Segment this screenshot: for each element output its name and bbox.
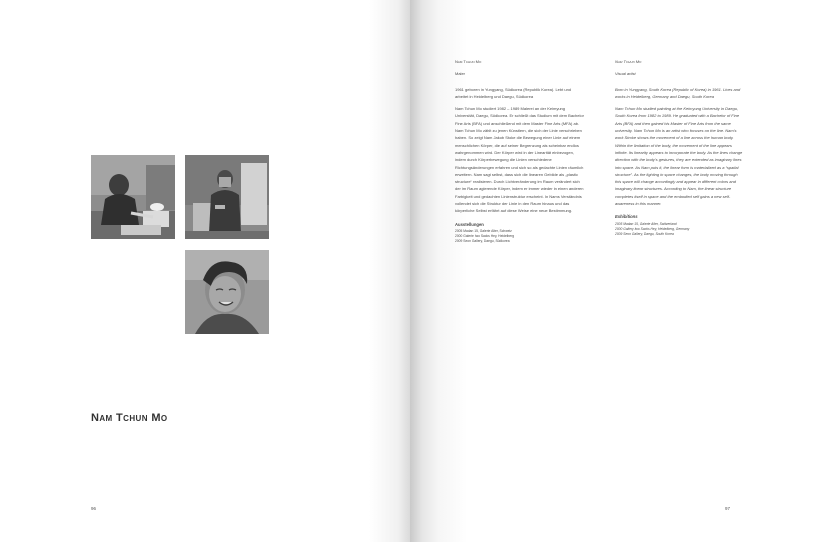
exhibition-item-de: 2000 Galerie Iwo Sacks Hey, Heidelberg [455,234,515,239]
exhibition-item-en: 2000 Gallery Iwo Sacks Hey, Heidelberg, Germany [615,226,690,231]
artist-name-de: Nam Tchun Mo [455,59,482,64]
artist-text-en: Nam Tchun Mo studied painting at the Keimyung University in Daegu, South Korea from 1982 to 1989. He graduated with a Bachelor of Fine Arts (BFA) and then gained his Master of Fine Arts from the same university. Nam Tchun Mo is an artist who focuses on the line. Nam’s work Stroke shows the movement of a line across the human body. Within the limitation of the body, the movement of the line appears infinite. Its linearity appears to incorporate the body. As the lines change direction with the body’s gestures, they are extended as imaginary lines into space. As Nam puts it, the linear form is materialized as a “spatial structure”. As the lighting in space changes, the body moving through this space will change accordingly and appear in different colors and imaginary linear structures. According to Nam, the linear structure completes itself in space and the embodied self gains a new self-awareness in this manner. [615,106,743,207]
artist-name-en: Nam Tchun Mo [615,59,642,64]
exhibition-item-de: 2009 Seon Gallery, Daegu, Südkorea [455,239,510,244]
artist-role-en: Visual artist [615,71,636,77]
german-text-column [455,58,584,245]
exhibition-item-en: 2005 Madan 15, Galerie Alter, Switzerland [615,221,677,226]
exhibitions-heading-de: Ausstellungen [455,221,484,227]
artist-title: Nam Tchun Mo [91,412,168,424]
artist-smiling-portrait-photo [185,250,269,334]
artist-bio-de: 1961 geboren in Yungyang, Südkorea (Republik Korea). Lebt und arbeitet in Heidelberg und Daegu, Südkorea [455,86,572,99]
page-number-right: 97 [725,506,731,511]
exhibition-item-en: 2009 Seon Gallery, Daegu, South Korea [615,232,674,237]
artist-text-de: Nam Tchun Mo studiert 1982 – 1989 Malerei an der Keimyung Universität, Daegu, Südkorea. Er schließt das Studium mit dem Bachelor Fine Arts (BFA) und anschließend mit dem Master Fine Arts (MFA) ab. Nam Tchun Mo zählt zu jenen Künstlern, die sich der Linie verschrieben haben. So zeigt Nam Jakob Stoke die Bewegung einer Linie auf einem menschlichen Körper, die auf seiner Begrenzung als scheinbar endlos wahrgenommen wird. Der Körper wird in der Linearität einbezogen, indem durch Körperbewegung die Linien verschiedene Richtungsänderungen erfahren und sich so als gedachte Linien räumlich erweitern. Nam sagt selbst, dass sich die linearen Gebilde als „plastic structure“ realisieren. Durch Lichtveränderung im Raum verändert sich der im Raum agierende Körper, indem er immer wieder in einen anderen Farbigkeit und gedachten Linienstruktur erscheint. In Nams Verständnis vollendet sich die Struktur der Linie in den Raum hinaus und das körperliche Selbst erfährt auf diese Weise eine neue Bestimmung. [455,106,584,214]
artist-role-de: Maler [455,71,466,77]
exhibitions-heading-en: Exhibitions [615,214,638,220]
artist-bio-en: Born in Yungyang, South Korea (Republic of Korea) in 1961. Lives and works in Heidelberg, Germany and Daegu, South Korea [615,86,741,99]
page-number-left: 96 [91,506,97,511]
english-text-column [615,58,744,237]
artist-at-work-photo [91,155,175,239]
exhibition-item-de: 2005 Madan 15, Galerie Alter, Schweiz [455,228,512,233]
artist-portrait-with-canvas-photo [185,155,269,239]
